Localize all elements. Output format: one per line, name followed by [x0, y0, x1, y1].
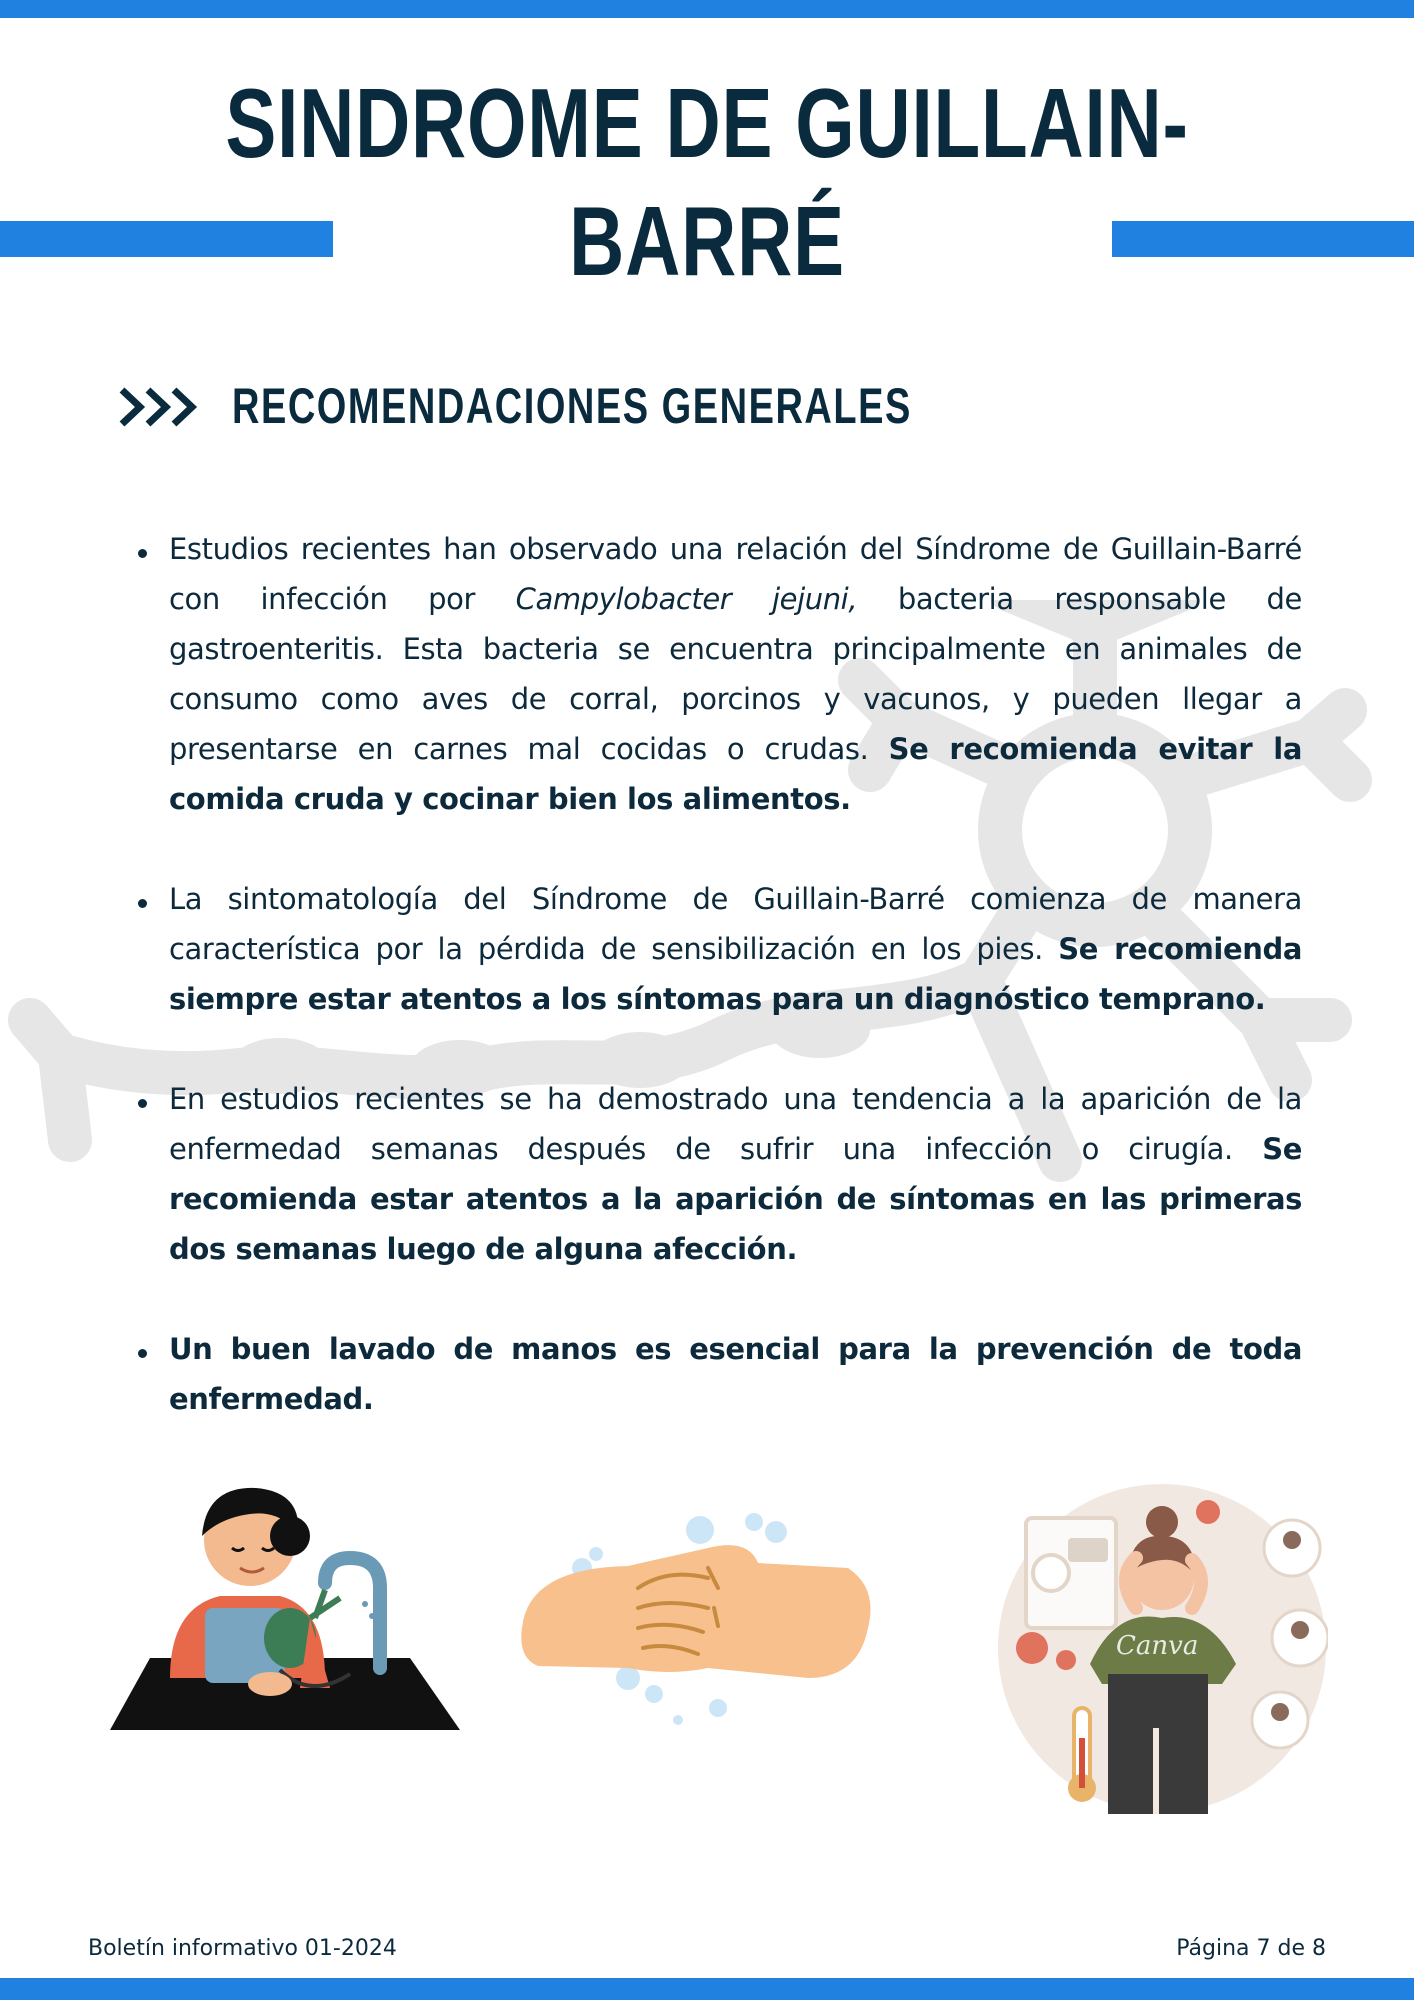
- triple-chevron-icon: [118, 386, 200, 428]
- page-title: SINDROME DE GUILLAIN-BARRÉ: [225, 68, 1189, 296]
- boy-washing-vegetables-illustration: [110, 1478, 464, 1734]
- top-accent-bar: [0, 0, 1414, 18]
- list-item: [132, 524, 1302, 824]
- section-title: RECOMENDACIONES GENERALES: [232, 378, 912, 434]
- bottom-accent-bar: [0, 1978, 1414, 2000]
- title-accent-right: [1112, 221, 1414, 257]
- page-number: Página 7 de 8: [1176, 1936, 1326, 1961]
- list-item: [132, 1324, 1302, 1424]
- list-item: [132, 874, 1302, 1024]
- sick-woman-illustration: [996, 1478, 1328, 1814]
- title-accent-left: [0, 221, 333, 257]
- list-item: [132, 1074, 1302, 1274]
- recommendations-list: [132, 524, 1302, 1474]
- hand-washing-illustration: [518, 1508, 878, 1734]
- list-item-text: Un buen lavado de manos es esencial para la prevención de toda enfermedad.: [169, 1332, 1302, 1416]
- footer-bulletin: Boletín informativo 01-2024: [88, 1936, 397, 1961]
- svg-text:Canva: Canva: [1116, 1631, 1199, 1661]
- list-item-text: Estudios recientes han observado una relación del Síndrome de Guillain-Barré con infección por Campylobacter jejuni, bacteria responsable de gastroenteritis. Esta bacteria se encuentra principalmente en animales de consumo como aves de corral, porcinos y vacunos, y pueden llegar a presentarse en carnes mal cocidas o crudas. Se recomienda evitar la comida cruda y cocinar bien los alimentos.: [169, 532, 1302, 816]
- list-item-text: En estudios recientes se ha demostrado una tendencia a la aparición de la enfermedad semanas después de sufrir una infección o cirugía. Se recomienda estar atentos a la aparición de síntomas en las primeras dos semanas luego de alguna afección.: [169, 1082, 1302, 1266]
- list-item-text: La sintomatología del Síndrome de Guillain-Barré comienza de manera característica por la pérdida de sensibilización en los pies. Se recomienda siempre estar atentos a los síntomas para un diagnóstico temprano.: [169, 882, 1302, 1016]
